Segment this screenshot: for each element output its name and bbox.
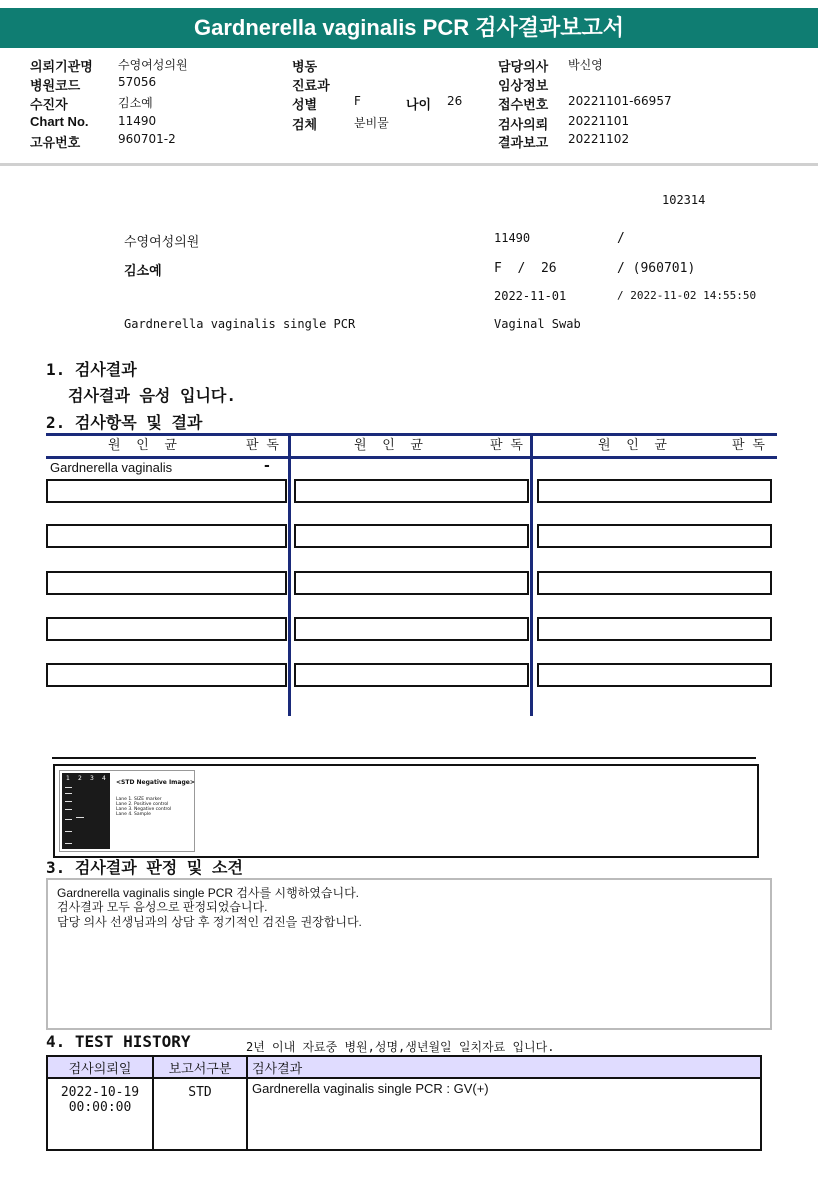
label-requesting-facility: 의뢰기관명	[30, 60, 93, 75]
value-sex: F	[354, 94, 361, 108]
value-doctor: 박신영	[568, 58, 603, 72]
gel-band	[65, 831, 72, 832]
result-box	[46, 571, 287, 595]
label-test-request: 검사의뢰	[498, 118, 549, 133]
section1-result: 검사결과 음성 입니다.	[68, 386, 237, 405]
label-age: 나이	[406, 98, 432, 113]
value-result-report: 20221102	[568, 132, 630, 146]
gel-legend-4: Lane 4. Sample	[116, 812, 151, 817]
col-judge-2: 판 독	[490, 438, 523, 453]
summary-report-datetime: / 2022-11-02 14:55:50	[617, 289, 757, 302]
gel-band	[65, 801, 72, 802]
col-judge-1: 판 독	[246, 438, 279, 453]
label-specimen: 검체	[292, 118, 318, 133]
result-box	[537, 617, 772, 641]
gel-legend-3: Lane 3. Negative control	[116, 807, 172, 812]
col-organism-3: 원 인 균	[598, 438, 667, 453]
gel-legend-2: Lane 2. Positive control	[116, 802, 169, 807]
history-col-date: 검사의뢰일	[47, 1056, 153, 1078]
label-hospital-code: 병원코드	[30, 79, 81, 94]
gel-electrophoresis	[62, 773, 110, 849]
gel-title: <STD Negative Image>	[116, 779, 195, 786]
summary-request-date: 2022-11-01	[494, 289, 567, 303]
label-chart-no: Chart No.	[30, 114, 89, 129]
label-clinical-info: 임상정보	[498, 79, 549, 94]
gel-band	[65, 843, 72, 844]
label-patient: 수진자	[30, 98, 68, 113]
value-specimen: 분비물	[354, 116, 389, 130]
result-box	[46, 524, 287, 548]
gel-image-frame	[53, 764, 759, 858]
result-organism: Gardnerella vaginalis	[50, 460, 173, 475]
label-sex: 성별	[292, 98, 318, 113]
header-divider	[0, 163, 818, 166]
label-unique-no: 고유번호	[30, 136, 81, 151]
history-table	[46, 1055, 762, 1151]
value-requesting-facility: 수영여성의원	[118, 58, 188, 72]
report-code: 102314	[662, 193, 706, 207]
label-ward: 병동	[292, 60, 318, 75]
gel-band	[65, 809, 72, 810]
result-box	[537, 663, 772, 687]
col-organism-1: 원 인 균	[108, 438, 177, 453]
value-patient: 김소예	[118, 96, 153, 110]
opinion-line-3: 담당 의사 선생님과의 상담 후 정기적인 검진을 권장합니다.	[57, 915, 362, 929]
gel-legend-1: Lane 1. SIZE marker	[116, 797, 162, 802]
report-title: Gardnerella vaginalis PCR 검사결과보고서	[0, 8, 818, 48]
opinion-box	[46, 878, 772, 1030]
result-box	[537, 571, 772, 595]
summary-chart: 11490	[494, 231, 531, 245]
result-box	[294, 663, 529, 687]
section4-heading: 4. TEST HISTORY	[46, 1032, 191, 1051]
table-row	[47, 1078, 761, 1150]
section1-heading: 1. 검사결과	[46, 360, 137, 379]
value-test-request: 20221101	[568, 114, 630, 128]
history-col-result: 검사결과	[247, 1056, 761, 1078]
history-date: 2022-10-19	[60, 1085, 140, 1100]
summary-test-name: Gardnerella vaginalis single PCR	[124, 317, 356, 331]
summary-sex-age: F / 26	[494, 261, 557, 276]
gel-image	[59, 770, 195, 852]
gel-band	[65, 787, 72, 788]
label-receipt-no: 접수번호	[498, 98, 549, 113]
grid-divider-1	[288, 433, 291, 716]
section2-heading: 2. 검사항목 및 결과	[46, 413, 203, 432]
summary-birth: / (960701)	[617, 261, 696, 276]
gel-band	[65, 819, 72, 820]
grid-divider-2	[530, 433, 533, 716]
summary-specimen: Vaginal Swab	[494, 317, 581, 331]
result-judge: -	[264, 458, 270, 474]
section3-heading: 3. 검사결과 판정 및 소견	[46, 858, 243, 877]
result-box	[46, 617, 287, 641]
result-box	[46, 663, 287, 687]
label-result-report: 결과보고	[498, 136, 549, 151]
result-grid-header	[46, 433, 777, 459]
history-result: Gardnerella vaginalis single PCR : GV(+)	[247, 1078, 761, 1150]
opinion-line-2: 검사결과 모두 음성으로 판정되었습니다.	[57, 900, 268, 914]
col-judge-3: 판 독	[732, 438, 765, 453]
gel-band	[65, 793, 72, 794]
summary-hospital: 수영여성의원	[124, 234, 200, 249]
value-hospital-code: 57056	[118, 75, 157, 89]
col-organism-2: 원 인 균	[354, 438, 423, 453]
value-age: 26	[447, 94, 463, 108]
opinion-line-1: Gardnerella vaginalis single PCR 검사를 시행하였습니다.	[57, 886, 360, 900]
history-type: STD	[153, 1078, 247, 1150]
value-receipt-no: 20221101-66957	[568, 94, 672, 108]
gel-band	[76, 817, 84, 818]
history-col-type: 보고서구분	[153, 1056, 247, 1078]
summary-slash: /	[617, 231, 625, 246]
gel-lane-2: 2	[78, 775, 82, 782]
value-chart-no: 11490	[118, 114, 157, 128]
result-box	[537, 479, 772, 503]
summary-patient: 김소예	[124, 263, 162, 278]
result-box	[294, 479, 529, 503]
value-unique-no: 960701-2	[118, 132, 176, 146]
result-box	[294, 617, 529, 641]
section4-note: 2년 이내 자료중 병원,성명,생년월일 일치자료 입니다.	[246, 1040, 555, 1054]
gel-lane-4: 4	[102, 775, 106, 782]
gel-lane-1: 1	[66, 775, 70, 782]
gel-lane-3: 3	[90, 775, 94, 782]
result-box	[294, 524, 529, 548]
image-separator	[52, 757, 756, 759]
label-doctor: 담당의사	[498, 60, 549, 75]
result-box	[294, 571, 529, 595]
history-time: 00:00:00	[68, 1100, 132, 1115]
label-department: 진료과	[292, 79, 330, 94]
history-date-cell	[47, 1078, 153, 1150]
result-box	[46, 479, 287, 503]
result-box	[537, 524, 772, 548]
